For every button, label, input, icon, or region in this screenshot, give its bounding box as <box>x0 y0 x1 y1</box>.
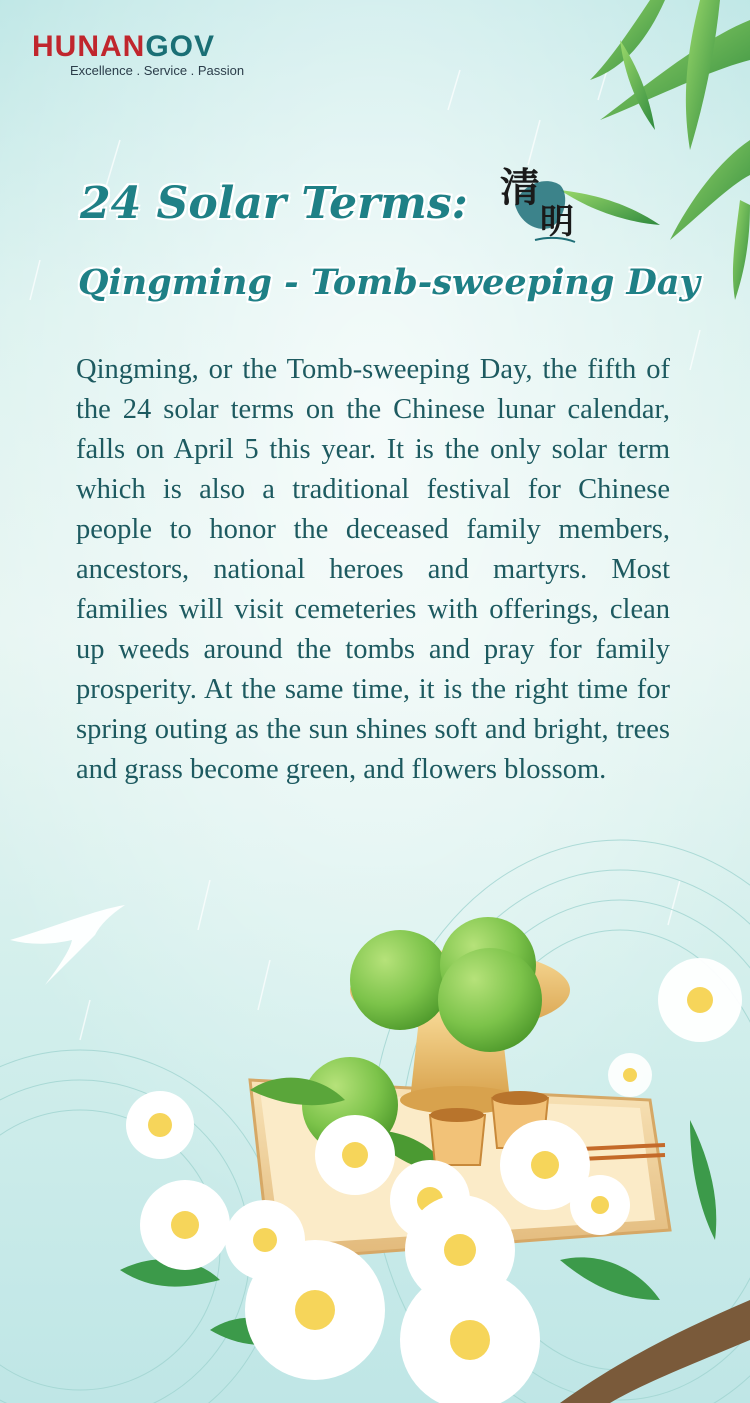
title-line-2: Qingming - Tomb-sweeping Day <box>78 262 700 303</box>
logo-word-main: HUNAN <box>32 30 146 63</box>
qingtuan-bun <box>438 948 542 1052</box>
chinese-char-ming: 明 <box>540 202 574 242</box>
chinese-char-qing: 清 <box>500 164 540 211</box>
body-paragraph: Qingming, or the Tomb-sweeping Day, the fifth of the 24 solar terms on the Chinese lunar calendar, falls on April 5 this year. It is the only solar term which is also a traditional festival for Chinese people to honor the deceased family members, ancestors, national heroes and martyrs. Most families will visit cemeteries with offerings, clean up weeds around the tombs and pray for family prosperity. At the same time, it is the right time for spring outing as the sun shines soft and bright, trees and grass become green, and flowers blossom. <box>76 354 670 785</box>
hunangov-logo[interactable] <box>32 30 272 86</box>
logo-tagline: Excellence . Service . Passion <box>70 63 245 78</box>
logo-wordmark <box>32 30 215 64</box>
title-line-1: 24 Solar Terms: <box>80 178 468 229</box>
logo-word-end: GOV <box>145 30 216 63</box>
tea-cup <box>430 1115 485 1165</box>
qingtuan-bun <box>350 930 450 1030</box>
